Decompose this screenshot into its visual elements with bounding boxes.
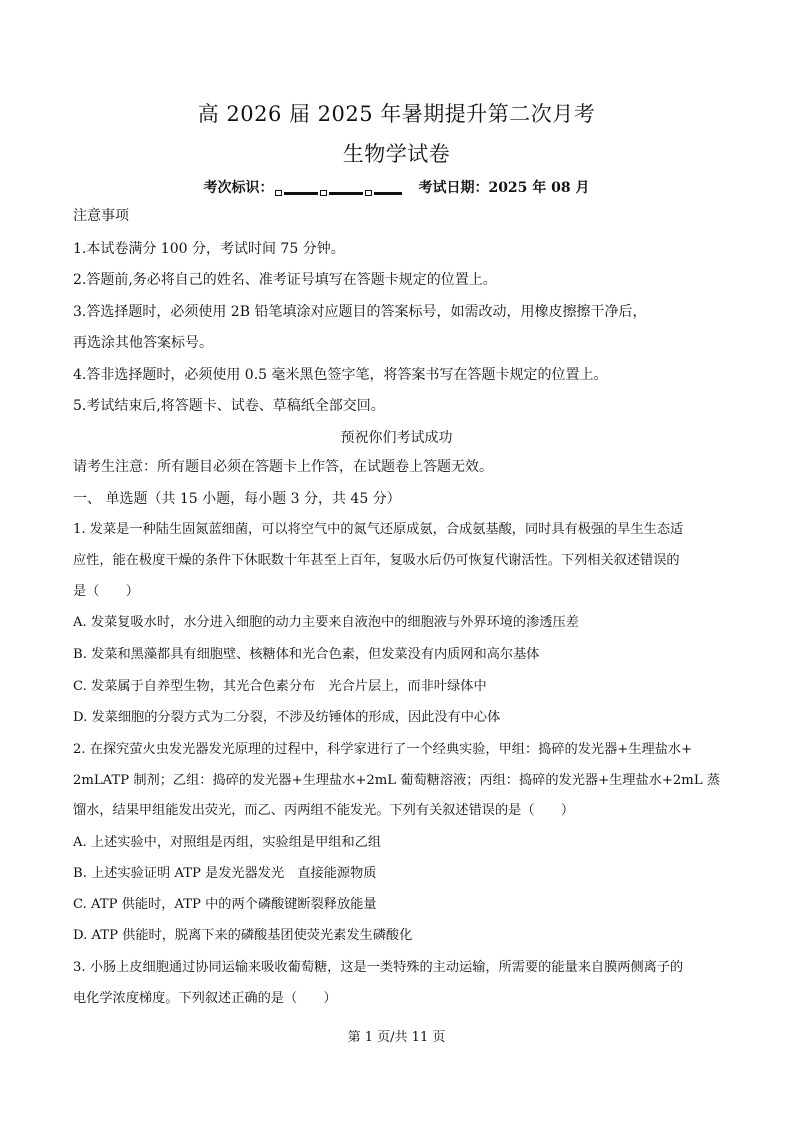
page-number: 第 1 页/共 11 页: [347, 1030, 446, 1045]
q2-option-b: B. 上述实验证明 ATP 是发光器发光 直接能源物质: [73, 866, 377, 881]
q3-stem-line-1: 3. 小肠上皮细胞通过协同运输来吸收葡萄糖，这是一类特殊的主动运输，所需要的能量来自膜两侧离子的: [73, 960, 684, 975]
q1-stem-line-3: 是（ ）: [73, 584, 139, 599]
q1-option-a: A. 发菜复吸水时，水分进入细胞的动力主要来自液泡中的细胞液与外界环境的渗透压差: [73, 615, 579, 630]
q2-stem-line-2: 2mLATP 制剂；乙组：捣碎的发光器+生理盐水+2mL 葡萄糖溶液；丙组：捣碎的发光器+生理盐水+2mL 蒸: [73, 773, 720, 788]
notice-item-3: 3.答选择题时，必须使用 2B 铅笔填涂对应题目的答案标号，如需改动，用橡皮擦擦干净后，: [73, 304, 647, 320]
section-title: 一、 单选题（共 15 小题，每小题 3 分，共 45 分）: [73, 491, 401, 507]
exam-subtitle: 生物学试卷: [342, 142, 451, 166]
notice-heading: 注意事项: [73, 208, 129, 224]
exam-date: 考试日期：2025 年 08 月: [418, 180, 590, 196]
notice-item-4: 4.答非选择题时，必须使用 0.5 毫米黑色签字笔，将答案书写在答题卡规定的位置上。: [73, 367, 608, 383]
notice-item-5: 5.考试结束后,将答题卡、试卷、草稿纸全部交回。: [73, 398, 385, 414]
exam-id-label: 考次标识：: [203, 180, 274, 196]
q2-stem-line-3: 馏水，结果甲组能发出荧光，而乙、丙两组不能发光。下列有关叙述错误的是（ ）: [73, 803, 575, 818]
notice-wish: 预祝你们考试成功: [340, 430, 453, 446]
exam-meta: [0, 177, 793, 197]
notice-item-1: 1.本试卷满分 100 分，考试时间 75 分钟。: [73, 241, 345, 257]
exam-id-barcode: [275, 185, 404, 191]
q1-stem-line-2: 应性，能在极度干燥的条件下休眠数十年甚至上百年，复吸水后仍可恢复代谢活性。下列相关叙述错误的: [73, 553, 680, 568]
notice-reminder: 请考生注意：所有题目必须在答题卡上作答，在试题卷上答题无效。: [73, 459, 493, 475]
notice-item-2: 2.答题前,务必将自己的姓名、准考证号填写在答题卡规定的位置上。: [73, 272, 497, 288]
q2-stem-line-1: 2. 在探究萤火虫发光器发光原理的过程中，科学家进行了一个经典实验，甲组：捣碎的发光器+生理盐水+: [73, 742, 693, 757]
q1-option-c: C. 发菜属于自养型生物，其光合色素分布 光合片层上，而非叶绿体中: [73, 679, 487, 694]
q1-option-b: B. 发菜和黑藻都具有细胞壁、核糖体和光合色素，但发菜没有内质网和高尔基体: [73, 647, 540, 662]
q1-stem-line-1: 1. 发菜是一种陆生固氮蓝细菌，可以将空气中的氮气还原成氨，合成氨基酸，同时具有极强的旱生生态适: [73, 522, 684, 537]
q2-option-a: A. 上述实验中，对照组是丙组，实验组是甲组和乙组: [73, 835, 382, 850]
exam-title: 高 2026 届 2025 年暑期提升第二次月考: [197, 102, 596, 126]
notice-item-3-cont: 再选涂其他答案标号。: [73, 335, 213, 351]
q2-option-d: D. ATP 供能时，脱离下来的磷酸基团使荧光素发生磷酸化: [73, 928, 413, 943]
q3-stem-line-2: 电化学浓度梯度。下列叙述正确的是（ ）: [73, 991, 337, 1006]
q2-option-c: C. ATP 供能时，ATP 中的两个磷酸键断裂释放能量: [73, 897, 377, 912]
q1-option-d: D. 发菜细胞的分裂方式为二分裂，不涉及纺锤体的形成，因此没有中心体: [73, 710, 501, 725]
